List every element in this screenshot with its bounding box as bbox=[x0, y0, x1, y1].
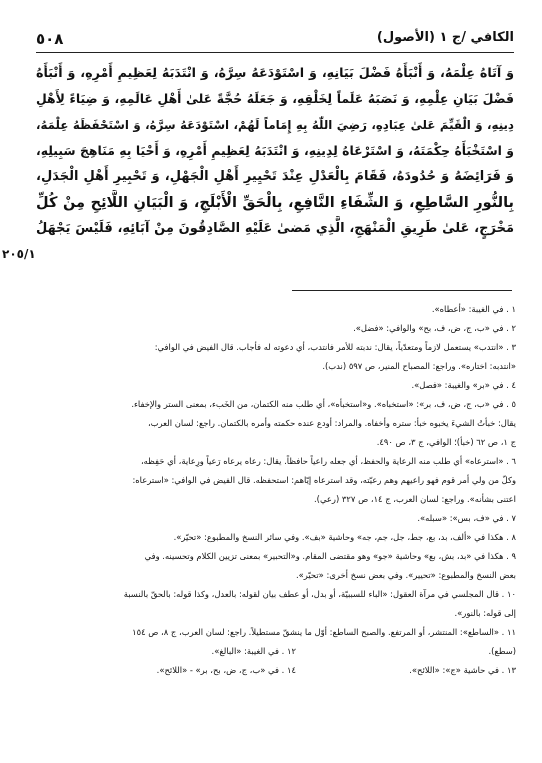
footnote-line: ج ١، ص ٦٢ (خبأ)؛ الوافي، ج ٣، ص ٤٩٠. bbox=[376, 437, 516, 447]
main-text-line: وَ آتَاهُ عِلْمَهُ، وَ أَنْبَأَهُ فَضْلَ بَيَانِهِ، وَ اسْتَوْدَعَهُ سِرَّهُ، وَ انْتَدَبَهُ لِعَظِيمِ أَمْرِهِ، وَ أَنْبَأَهُ bbox=[36, 65, 514, 80]
main-text-line: دِينِهِ، وَ الْقَيِّمَ عَلىٰ عِبَادِهِ، رَضِيَ اللّٰهُ بِهِ إِمَاماً لَهُمْ، اسْتَوْدَعَهُ سِرَّهُ، وَ اسْتَحْفَظَهُ عِلْمَهُ، bbox=[36, 118, 514, 132]
main-text-line: بِالنُّورِ السَّاطِعِ، وَ الشِّفَاءِ النَّافِعِ، بِالْحَقِّ الْأَبْلَجِ، وَ الْبَيَانِ اللَّائِحِ مِنْ كُلِّ bbox=[36, 195, 514, 211]
footnote-line: ٨ . هكذا في «ألف، بد، بع، جط، جل، جم، جه» وحاشية «بف». وفي سائر النسخ والمطبوع: «تحيّر». bbox=[173, 532, 516, 542]
main-text bbox=[36, 60, 514, 242]
footnote-line: ١٣ . في حاشية «ج»: «اللائح». bbox=[409, 665, 516, 675]
footnote-line: يقال: خبأتُ الشيءَ يخبوه خبأ: ستره وأخفاه. والمراد: أودع عنده حكمته وأمره بالكتمان. راجع: لسان العرب، bbox=[147, 418, 516, 428]
margin-reference: ٢٠٥/١ bbox=[2, 247, 36, 261]
main-text-line: وَ فَرَائِضَهُ وَ حُدُودَهُ، فَقَامَ بِالْعَدْلِ عِنْدَ تَحْيِيرِ أَهْلِ الْجَهْلِ، وَ تَحْبِيرِ أَهْلِ الْجَدَلِ، bbox=[36, 169, 514, 184]
main-text-line: مَخْرَجٍ، عَلىٰ طَرِيقِ الْمَنْهَجِ، الَّذِي مَضىٰ عَلَيْهِ الصَّادِقُونَ مِنْ آبَائِهِ، فَلَيْسَ يَجْهَلُ bbox=[36, 221, 514, 236]
footnote-line: ٢ . في «ب، ج، ض، ف، بح» والوافي: «فضل». bbox=[353, 323, 516, 333]
footnote-line: بعض النسخ والمطبوع: «تحيير». وفي بعض نسخ أخرى: «تحيّر». bbox=[295, 570, 516, 580]
page-number: ٥٠٨ bbox=[36, 30, 64, 48]
header-divider bbox=[36, 52, 514, 53]
main-text-line: فَضْلَ بَيَانِ عِلْمِهِ، وَ نَصَبَهُ عَلَماً لِخَلْقِهِ، وَ جَعَلَهُ حُجَّةً عَلىٰ أَهْلِ عَالَمِهِ، وَ ضِيَاءً لِأَهْلِ bbox=[36, 91, 514, 106]
footnote-line: وكلّ من ولي أمر قوم فهو راعيهم وهم رعيّته، وقد استرعاه إيّاهم: استحفظه. قال الفيض في الوافي: «استرعاه: bbox=[132, 475, 516, 485]
footnote-divider bbox=[292, 290, 512, 291]
running-header bbox=[36, 30, 514, 52]
footnote-line: ١ . في الغيبة: «أعطاه». bbox=[431, 304, 516, 314]
footnote-line: ١١ . «الساطع»: المنتشر، أو المرتفع. والصبح الساطع: أوّل ما ينشقّ مستطيلاً. راجع: لسان العرب، ج ٨، ص ١٥٤ bbox=[132, 627, 516, 637]
footnote-line: ٥ . في «ب، ج، ض، ف، بر»: «استخباه». و«استخبأه»، أي طلب منه الكتمان، من الخَبء، بمعنى الستر والإخفاء. bbox=[131, 399, 516, 409]
footnotes bbox=[30, 300, 516, 680]
footnote-line: ١٤ . في «ب، ج، ض، بح، بر» - «اللائح». bbox=[156, 665, 296, 675]
footnote-line: اعتنى بشأنه». وراجع: لسان العرب، ج ١٤، ص ٣٢٧ (رعي). bbox=[314, 494, 516, 504]
footnote-line: ١٠ . قال المجلسي في مرآة العقول: «الباء للسببيّة، أو بدل، أو عطف بيان لقوله: بالعدل، وكذا قوله: بالحقّ بالنسبة bbox=[123, 589, 516, 599]
main-text-line: وَ اسْتَخْبَأَهُ حِكْمَتَهُ، وَ اسْتَرْعَاهُ لِدِينِهِ، وَ انْتَدَبَهُ لِعَظِيمِ أَمْرِهِ، وَ أَحْيَا بِهِ مَنَاهِجَ سَبِيلِهِ، bbox=[36, 143, 514, 158]
footnote-line: ٣ . «انتدب» يستعمل لازماً ومتعدّياً، يقال: ندبته للأمر فانتدب، أي دعوته له فأجاب. قال الفيض في الوافي: bbox=[154, 342, 516, 352]
header-title: الكافي /ج ١ (الأصول) bbox=[376, 30, 514, 45]
footnote-line: (سطع). bbox=[488, 646, 516, 656]
footnote-line: «انتدبه: اختاره». وراجع: المصباح المنير، ص ٥٩٧ (ندب). bbox=[322, 361, 516, 371]
footnote-line: ٩ . هكذا في «بد، بش، بع» وحاشية «جو» وهو مقتضى المقام. و«التحبير» بمعنى تزيين الكلام وتحسينه. وفي bbox=[144, 551, 516, 561]
footnote-line: ٤ . في «بر» والغيبة: «فصل». bbox=[411, 380, 516, 390]
footnote-line: ٦ . «استرعاه» أي طلب منه الرعاية والحفظ، أي جعله راعياً حافظاً. يقال: رعاه يرعاه رَعياً ورِعاية، أي حَفِظه، bbox=[140, 456, 516, 466]
footnote-pair bbox=[30, 642, 516, 661]
footnote-line: ١٢ . في الغيبة: «البالغ». bbox=[211, 646, 296, 656]
footnote-line: ٧ . في «ف، بس»: «سبله». bbox=[417, 513, 516, 523]
footnote-line: إلى قوله: بالنور». bbox=[454, 608, 516, 618]
footnote-pair bbox=[30, 661, 516, 680]
